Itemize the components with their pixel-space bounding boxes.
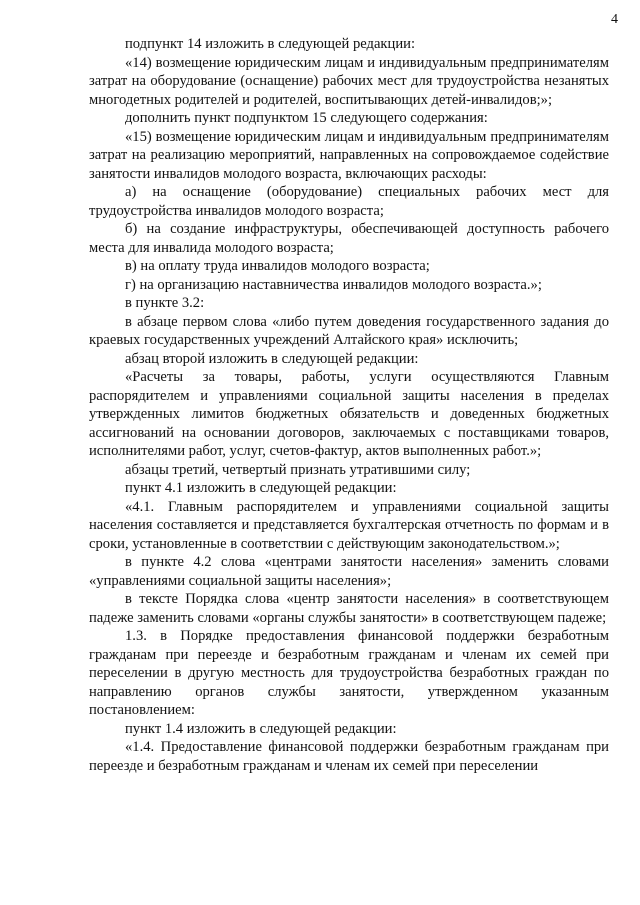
- paragraph: «Расчеты за товары, работы, услуги осуществляются Главным распорядителем и управлениями социальной защиты населения в пределах утвержденных лимитов бюджетных обязательств и доведенных бюджетных ассигнований на основании договоров, заключаемых с поставщиками товаров, исполнителями работ, услуг, счетов-фактур, актов выполненных работ.»;: [89, 369, 609, 459]
- paragraph: в) на оплату труда инвалидов молодого возраста;: [125, 258, 430, 274]
- paragraph: в абзаце первом слова «либо путем доведения государственного задания до краевых государственных учреждений Алтайского края» исключить;: [89, 313, 609, 348]
- paragraph: г) на организацию наставничества инвалидов молодого возраста.»;: [125, 276, 542, 293]
- paragraph: дополнить пункт подпунктом 15 следующего содержания:: [125, 110, 488, 126]
- page-number: 4: [611, 12, 618, 27]
- paragraph: пункт 4.1 изложить в следующей редакции:: [125, 480, 397, 496]
- paragraph: б) на создание инфраструктуры, обеспечивающей доступность рабочего места для инвалида молодого возраста;: [89, 221, 609, 256]
- paragraph: «4.1. Главным распорядителем и управлениями социальной защиты населения составляется и представляется бухгалтерская отчетность по формам и в сроки, установленные в соответствии с действующим законодательством.»;: [89, 498, 609, 552]
- paragraph: «14) возмещение юридическим лицам и индивидуальным предпринимателям затрат на оборудование (оснащение) рабочих мест для трудоустройства незанятых многодетных родителей и родителей, воспитывающих детей-инвалидов;»;: [89, 54, 609, 108]
- document-body: [89, 35, 609, 775]
- paragraph: в тексте Порядка слова «центр занятости населения» в соответствующем падеже заменить словами «органы службы занятости» в соответствующем падеже;: [89, 591, 609, 626]
- paragraph: «15) возмещение юридическим лицам и индивидуальным предпринимателям затрат на реализацию мероприятий, направленных на сопровождаемое содействие занятости инвалидов молодого возраста, включающих расходы:: [89, 128, 609, 182]
- paragraph: в пункте 3.2:: [125, 295, 205, 311]
- paragraph: подпункт 14 изложить в следующей редакции:: [125, 36, 416, 52]
- paragraph: пункт 1.4 изложить в следующей редакции:: [125, 720, 397, 737]
- paragraph: абзацы третий, четвертый признать утратившими силу;: [125, 461, 471, 478]
- paragraph: «1.4. Предоставление финансовой поддержки безработным гражданам при переезде и безработным гражданам и членам их семей при переселении: [89, 739, 609, 774]
- paragraph: 1.3. в Порядке предоставления финансовой поддержки безработным гражданам при переезде и безработным гражданам и членам их семей при переселении в другую местность для трудоустройства безработных граждан по направлению органов службы занятости, утвержденном указанным постановлением:: [89, 628, 609, 718]
- paragraph: в пункте 4.2 слова «центрами занятости населения» заменить словами «управлениями социальной защиты населения»;: [89, 554, 609, 589]
- paragraph: а) на оснащение (оборудование) специальных рабочих мест для трудоустройства инвалидов молодого возраста;: [89, 184, 609, 219]
- paragraph: абзац второй изложить в следующей редакции:: [125, 350, 419, 367]
